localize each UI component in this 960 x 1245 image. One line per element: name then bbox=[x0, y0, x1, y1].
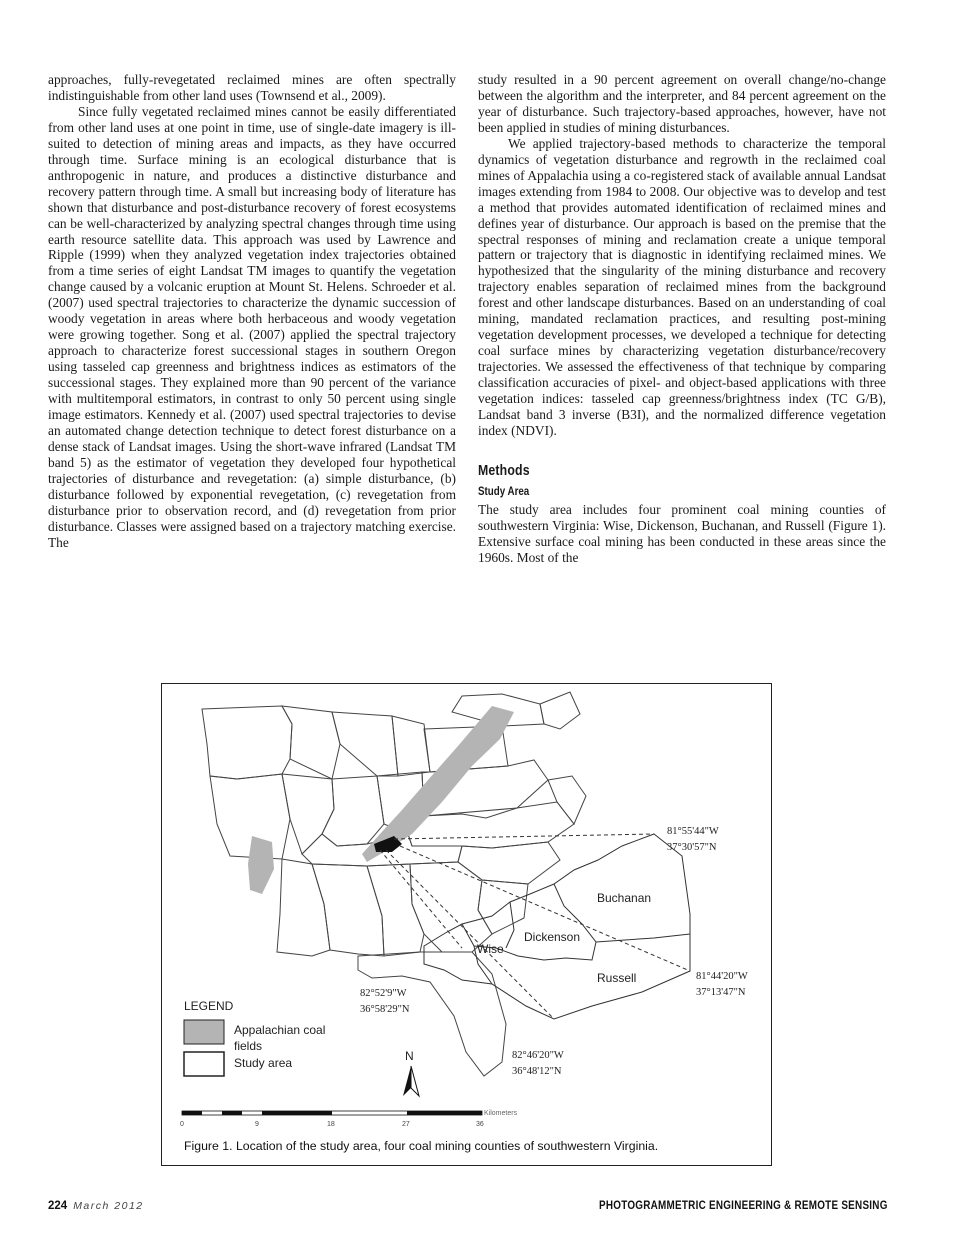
scale-tick: 36 bbox=[476, 1121, 484, 1128]
legend-coal-swatch bbox=[184, 1020, 224, 1044]
county-label-wise: Wise bbox=[477, 942, 504, 956]
paragraph: Since fully vegetated reclaimed mines cannot be easily differentiated from other land uses at one point in time, use of single-date imagery is ill-suited to detection of mining areas and impacts, as they have occurred through time. Surface mining is an ecological disturbance that is anthropogenic in nature, and produces a distinctive disturbance and recovery pattern through time. A small but increasing body of literature has shown that disturbance and post-disturbance recovery of forest ecosystems can be well-characterized by analyzing spectral changes through time using earth resource satellite data. This approach was used by Lawrence and Ripple (1999) when they analyzed vegetation index trajectories obtained from a time series of eight Landsat TM images to quantify the vegetation change caused by a volcanic eruption at Mount St. Helens. Schroeder et al. (2007) used spectral trajectories to characterize the dynamic succession of woody vegetation in areas where both herbaceous and woody vegetation were growing together. Song et al. (2007) applied the spectral trajectory approach to characterize forest successional stages in southern Oregon using tasseled cap greenness and brightness indices as estimators of the successional stages. They explained more than 90 percent of the variance with multitemporal estimators, in contrast to only 50 percent using single image estimators. Kennedy et al. (2007) used spectral trajectories to devise an automated change detection technique to detect forest disturbance on a dense stack of Landsat images. Using the short-wave infrared (Landsat TM band 5) as the estimator of vegetation they developed four hypothetical trajectories of disturbance and revegetation: (a) simple disturbance, (b) disturbance followed by exponential revegetation, (c) revegetation from disturbance prior to observation record, and (d) revegetation from prior disturbance. Classes were assigned based on a trajectory matching exercise. The bbox=[48, 103, 456, 550]
coord-west-lon: 82°52'9"W bbox=[360, 988, 407, 999]
county-label-dickenson: Dickenson bbox=[524, 930, 581, 944]
scale-unit: Kilometers bbox=[484, 1110, 518, 1117]
coord-south-lon: 82°46'20"W bbox=[512, 1050, 564, 1061]
subsection-heading-study-area: Study Area bbox=[478, 485, 530, 498]
right-column bbox=[478, 72, 886, 566]
north-label: N bbox=[405, 1049, 414, 1063]
legend-coal-label-1: Appalachian coal bbox=[234, 1023, 326, 1037]
legend-study-label: Study area bbox=[234, 1056, 293, 1070]
section-heading-methods: Methods bbox=[478, 461, 530, 479]
scale-tick: 0 bbox=[180, 1121, 184, 1128]
paragraph: approaches, fully-revegetated reclaimed mines are often spectrally indistinguishable from other land uses (Townsend et al., 2009). bbox=[48, 72, 456, 103]
page-number: 224 bbox=[48, 1200, 68, 1212]
left-column bbox=[48, 72, 456, 551]
coord-west-lat: 36°58'29"N bbox=[360, 1004, 410, 1015]
issue-month: March 2012 bbox=[73, 1200, 144, 1212]
coord-north-lon: 81°55'44"W bbox=[667, 826, 719, 837]
coord-east-lat: 37°13'47"N bbox=[696, 987, 746, 998]
legend-coal-label-2: fields bbox=[234, 1039, 263, 1053]
coord-south-lat: 36°48'12"N bbox=[512, 1066, 562, 1077]
scale-tick: 9 bbox=[255, 1121, 259, 1128]
coord-east-lon: 81°44'20"W bbox=[696, 971, 748, 982]
county-label-buchanan: Buchanan bbox=[597, 891, 652, 905]
page-footer-left bbox=[48, 1200, 144, 1212]
study-area-map bbox=[162, 684, 770, 1134]
paragraph: We applied trajectory-based methods to characterize the temporal dynamics of vegetation disturbance and regrowth in the reclaimed coal mines of Appalachia using a co-registered stack of available annual Landsat images extending from 1984 to 2008. Our objective was to develop and test a method that provides automated identification of reclaimed mines and defines year of disturbance. Our approach is based on the premise that the spectral responses of mining and reclamation create a unique temporal pattern or trajectory that is diagnostic in identifying reclaimed mines. We hypothesized that the singularity of the mining disturbance and recovery trajectory enables separation of reclaimed mines from the background forest and other landscape disturbances. Based on an understanding of coal mining, mandated reclamation practices, and resulting post-mining vegetation development processes, we developed a technique for detecting coal surface mines by characterizing vegetation disturbance/recovery trajectories. We assessed the effectiveness of that technique by comparing classification accuracies of pixel- and object-based applications with three vegetation indices: tasseled cap greenness/brightness index (TC G/B), Landsat band 3 inverse (B3I), and the normalized difference vegetation index (NDVI). bbox=[478, 135, 886, 438]
coord-north-lat: 37°30'57"N bbox=[667, 842, 717, 853]
paragraph: study resulted in a 90 percent agreement on overall change/no-change between the algorithm and the interpreter, and 84 percent agreement on the year of disturbance. Such trajectory-based approaches, however, have not been applied in studies of mining disturbances. bbox=[478, 72, 886, 135]
legend bbox=[184, 999, 325, 1076]
paragraph: The study area includes four prominent coal mining counties of southwestern Virginia: Wise, Dickenson, Buchanan, and Russell (Figure 1). Extensive surface coal mining has been conducted in these areas since the 1960s. Most of the bbox=[478, 501, 886, 565]
scale-tick: 18 bbox=[327, 1121, 335, 1128]
figure-caption: Figure 1. Location of the study area, four coal mining counties of southwestern Virginia. bbox=[184, 1139, 659, 1153]
scale-bar bbox=[180, 1110, 518, 1128]
county-label-russell: Russell bbox=[597, 971, 637, 985]
legend-title: LEGEND bbox=[184, 999, 234, 1013]
journal-name: PHOTOGRAMMETRIC ENGINEERING & REMOTE SENSING bbox=[599, 1200, 888, 1212]
legend-study-swatch bbox=[184, 1052, 224, 1076]
figure-1 bbox=[161, 683, 772, 1166]
north-arrow bbox=[403, 1049, 419, 1096]
scale-tick: 27 bbox=[402, 1121, 410, 1128]
